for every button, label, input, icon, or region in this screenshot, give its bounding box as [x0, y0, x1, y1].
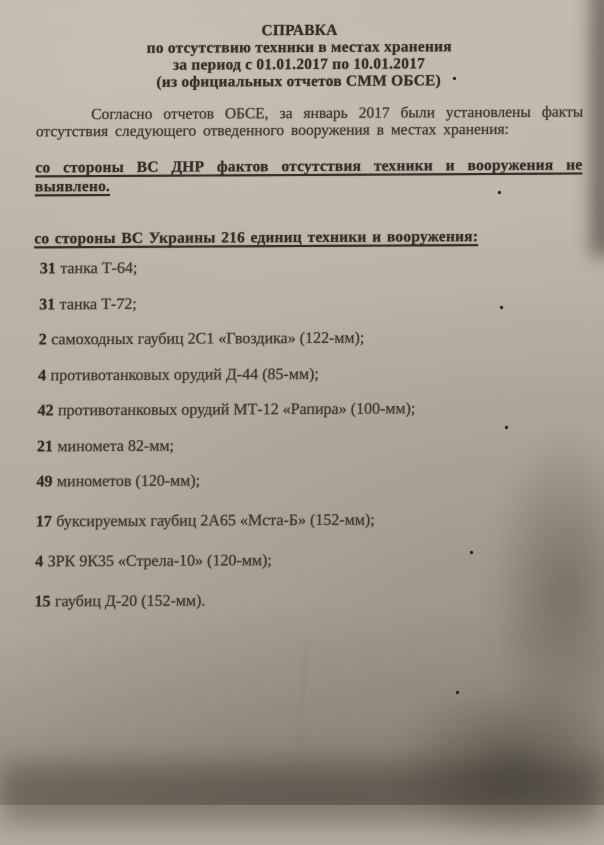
item-text: миномета 82-мм;	[57, 437, 175, 455]
list-item	[36, 512, 577, 531]
ink-speck	[500, 306, 503, 309]
ink-speck	[505, 426, 508, 429]
list-item	[39, 294, 580, 313]
item-text: противотанковых орудий МТ-12 «Рапира» (100-мм);	[57, 400, 416, 420]
list-item	[34, 592, 575, 611]
dnr-statement	[35, 156, 583, 197]
document-title	[37, 21, 562, 92]
item-count: 4	[37, 366, 47, 384]
title-line-3: за период с 01.01.2017 по 10.01.2017	[172, 55, 426, 74]
item-text: буксируемых гаубиц 2А65 «Мста-Б» (152-мм);	[56, 511, 375, 531]
item-count: 31	[39, 260, 56, 278]
item-count: 31	[39, 295, 56, 313]
photo-shadow-bottom	[0, 763, 604, 823]
item-text: минометов (120-мм);	[56, 472, 201, 491]
intro-paragraph: Согласно отчетов ОБСЕ, за январь 2017 были установлены факты отсутствия следующего отведенного вооружения в местах хранения:	[35, 103, 584, 140]
list-item	[38, 365, 579, 384]
item-text: ЗРК 9К35 «Стрела-10» (120-мм);	[47, 552, 272, 571]
item-count: 4	[35, 553, 44, 571]
title-line-4: (из официальных отчетов СММ ОБСЕ)	[156, 72, 442, 91]
equipment-list	[28, 259, 580, 611]
ink-speck	[470, 551, 473, 554]
ink-speck	[498, 191, 501, 194]
item-text: танка Т-64;	[60, 259, 138, 278]
item-count: 21	[36, 437, 54, 455]
item-count: 49	[36, 473, 53, 491]
list-item	[35, 552, 576, 571]
ukraine-heading-text: со стороны ВС Украины 216 единиц техники и вооружения:	[34, 228, 479, 248]
item-text: гаубиц Д-20 (152-мм).	[54, 592, 206, 611]
item-text: танка Т-72;	[59, 295, 137, 313]
item-count: 17	[35, 513, 52, 531]
ukraine-heading	[34, 227, 581, 249]
item-count: 2	[38, 331, 47, 349]
ink-speck	[456, 691, 459, 694]
photo-shadow-bottom-right	[394, 685, 604, 845]
list-item	[37, 436, 578, 455]
item-count: 42	[37, 402, 54, 420]
list-item	[36, 472, 577, 491]
list-item	[40, 259, 581, 278]
dnr-statement-text: со стороны ВС ДНР фактов отсутствия техники и вооружения не выявлено.	[34, 156, 583, 196]
list-item	[37, 401, 578, 420]
ink-speck	[453, 77, 456, 80]
title-line-1: СПРАВКА	[261, 21, 338, 40]
list-item	[39, 330, 580, 349]
item-text: самоходных гаубиц 2С1 «Гвоздика» (122-мм);	[51, 329, 365, 349]
item-count: 15	[34, 593, 51, 611]
item-text: противотанковых орудий Д-44 (85-мм);	[50, 365, 319, 384]
paper-crease	[294, 640, 307, 800]
title-line-2: по отсутствию техники в местах хранения	[146, 38, 452, 57]
